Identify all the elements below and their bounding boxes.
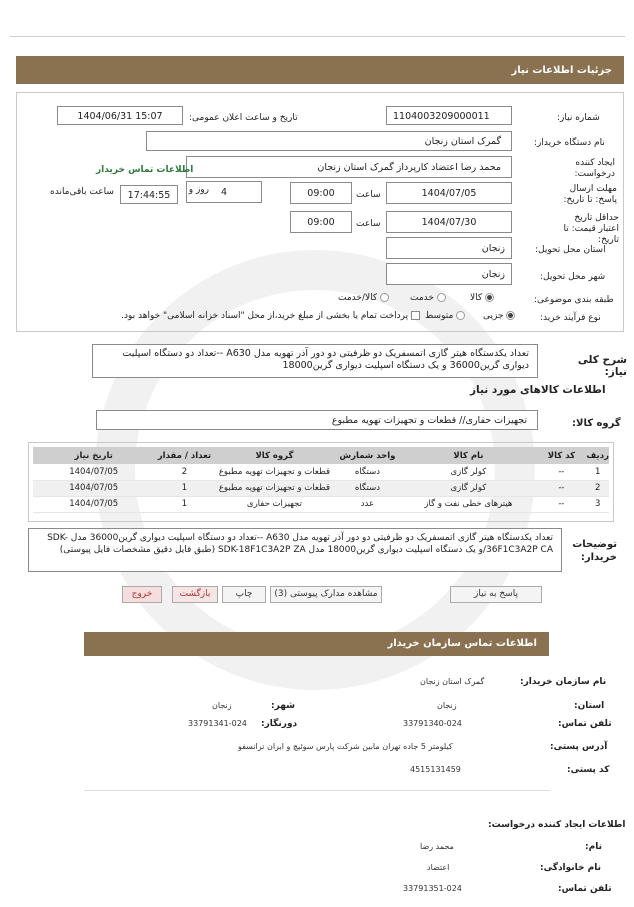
contact-section-header: اطلاعات تماس سازمان خریدار bbox=[84, 632, 549, 656]
city-label-contact: شهر: bbox=[271, 701, 295, 711]
fax-value: 33791341-024 bbox=[188, 719, 247, 728]
process-medium-option[interactable]: متوسط bbox=[425, 311, 465, 321]
category-service-option[interactable]: خدمت bbox=[410, 293, 446, 303]
page-header: جزئیات اطلاعات نیاز bbox=[16, 56, 624, 84]
creator-info-title: اطلاعات ایجاد کننده درخواست: bbox=[488, 820, 626, 830]
org-value: گمرک استان زنجان bbox=[420, 677, 485, 686]
exit-button[interactable]: خروج bbox=[122, 586, 162, 603]
announce-date-field: 1404/06/31 15:07 bbox=[57, 106, 183, 125]
postcode-value: 4515131459 bbox=[410, 765, 461, 774]
radio-icon[interactable] bbox=[380, 293, 389, 302]
deadline-time-label: ساعت bbox=[356, 190, 381, 200]
deadline-date-field: 1404/07/05 bbox=[386, 182, 512, 204]
radio-icon[interactable] bbox=[506, 311, 515, 320]
category-both-option[interactable]: کالا/خدمت bbox=[338, 293, 389, 303]
radio-icon[interactable] bbox=[485, 293, 494, 302]
description-label: شرح کلی نیاز: bbox=[577, 354, 627, 378]
creator-family-value: اعتضاد bbox=[427, 863, 450, 872]
contact-divider bbox=[84, 790, 550, 791]
buyer-notes-label: توضیحات خریدار: bbox=[572, 539, 617, 563]
creator-phone-value: 33791351-024 bbox=[403, 884, 462, 893]
process-label: نوع فرآیند خرید: bbox=[540, 313, 601, 323]
province-label: استان محل تحویل: bbox=[535, 245, 606, 255]
city-value-contact: زنجان bbox=[212, 701, 232, 710]
need-number-field: 1104003209000011 bbox=[386, 106, 512, 125]
col-group: گروه کالا bbox=[214, 447, 334, 464]
col-row: ردیف bbox=[586, 447, 609, 464]
prov-value: زنجان bbox=[437, 701, 457, 710]
process-minor-option[interactable]: جزیی bbox=[483, 311, 515, 321]
creator-name-value: محمد رضا bbox=[420, 842, 454, 851]
fax-label: دورنگار: bbox=[261, 719, 298, 729]
validity-time-label: ساعت bbox=[356, 219, 381, 229]
phone-value: 33791340-024 bbox=[403, 719, 462, 728]
goods-title: اطلاعات کالاهای مورد نیاز bbox=[470, 384, 606, 396]
prov-label: استان: bbox=[574, 701, 605, 711]
col-qty: تعداد / مقدار bbox=[154, 447, 214, 464]
creator-name-label: نام: bbox=[585, 842, 602, 852]
description-field: تعداد یکدستگاه هیتر گازی اتمسفریک دو ظرفیتی دو دور آذر تهویه مدل A630 --تعداد دو دستگاه اسپلیت دیواری گرین36000 و یک دستگاه اسپلیت دیواری گرین18000 bbox=[92, 344, 538, 378]
days-field: 4 bbox=[186, 181, 262, 203]
address-value: کیلومتر 5 جاده تهران مابین شرکت پارس سوئیچ و ایران ترانسفو bbox=[238, 742, 453, 751]
validity-date-field: 1404/07/30 bbox=[386, 211, 512, 233]
col-name: نام کالا bbox=[400, 447, 536, 464]
province-field: زنجان bbox=[386, 237, 512, 259]
col-date: تاریخ نیاز bbox=[33, 447, 154, 464]
table-row: 1 -- کولر گازی دستگاه قطعات و تجهیزات تهویه مطبوع 2 1404/07/05 bbox=[33, 464, 609, 480]
deadline-time-field: 09:00 bbox=[290, 182, 352, 204]
buyer-contact-link[interactable]: اطلاعات تماس خریدار bbox=[96, 165, 194, 175]
validity-label: حداقل تاریخ اعتبار قیمت: تا تاریخ: bbox=[563, 213, 619, 245]
creator-label: ایجاد کننده درخواست: bbox=[574, 158, 615, 179]
phone-label: تلفن تماس: bbox=[558, 719, 612, 729]
table-row: 2 -- کولر گازی دستگاه قطعات و تجهیزات تهویه مطبوع 1 1404/07/05 bbox=[33, 480, 609, 496]
top-divider bbox=[10, 36, 625, 37]
reply-button[interactable]: پاسخ به نیاز bbox=[450, 586, 542, 603]
payment-option[interactable]: پرداخت تمام یا بخشی از مبلغ خرید،از محل "اسناد خزانه اسلامی" خواهد بود. bbox=[50, 311, 420, 321]
goods-group-label: گروه کالا: bbox=[572, 418, 621, 429]
col-unit: واحد شمارش bbox=[334, 447, 400, 464]
city-field: زنجان bbox=[386, 263, 512, 285]
org-label: نام سازمان خریدار: bbox=[520, 677, 607, 687]
category-goods-option[interactable]: کالا bbox=[470, 293, 494, 303]
validity-time-field: 09:00 bbox=[290, 211, 352, 233]
checkbox-icon[interactable] bbox=[411, 311, 420, 320]
city-label: شهر محل تحویل: bbox=[540, 272, 606, 282]
attachments-button[interactable]: مشاهده مدارک پیوستی (3) bbox=[270, 586, 382, 603]
goods-table bbox=[33, 447, 609, 513]
address-label: آدرس پستی: bbox=[550, 742, 608, 752]
print-button[interactable]: چاپ bbox=[222, 586, 266, 603]
goods-table-panel bbox=[28, 442, 614, 522]
announce-date-label: تاریخ و ساعت اعلان عمومی: bbox=[189, 113, 298, 123]
days-label: روز و bbox=[188, 185, 209, 195]
radio-icon[interactable] bbox=[456, 311, 465, 320]
back-button[interactable]: بازگشت bbox=[172, 586, 218, 603]
buyer-label: نام دستگاه خریدار: bbox=[534, 138, 605, 148]
col-code: کد کالا bbox=[536, 447, 586, 464]
creator-field: محمد رضا اعتضاد کارپرداز گمرک استان زنجان bbox=[186, 156, 512, 178]
deadline-label: مهلت ارسال پاسخ: تا تاریخ: bbox=[563, 184, 617, 205]
remaining-label: ساعت باقی‌مانده bbox=[50, 187, 114, 197]
postcode-label: کد پستی: bbox=[567, 765, 610, 775]
category-label: طبقه بندی موضوعی: bbox=[534, 295, 614, 305]
radio-icon[interactable] bbox=[437, 293, 446, 302]
buyer-field: گمرک استان زنجان bbox=[146, 131, 512, 151]
goods-group-field: تجهیزات حفاری// قطعات و تجهیزات تهویه مطبوع bbox=[96, 410, 538, 430]
buyer-notes-field: تعداد یکدستگاه هیتر گازی اتمسفریک دو ظرفیتی دو دور آذر تهویه مدل A630 --تعداد دو دستگاه اسپلیت دیواری گرین36000 مدل SDK-36F1C3A2P CA/و یک دستگاه اسپلیت دیواری گرین18000 مدل SDK-18F1C3A2P ZA (طبق فایل دقیق مشخصات فایل پیوستی) bbox=[28, 528, 562, 572]
remaining-time-field: 17:44:55 bbox=[120, 185, 178, 204]
creator-phone-label: تلفن تماس: bbox=[558, 884, 612, 894]
creator-family-label: نام خانوادگی: bbox=[540, 863, 602, 873]
table-row: 3 -- هیترهای خطی نفت و گاز عدد تجهیزات حفاری 1 1404/07/05 bbox=[33, 496, 609, 512]
need-number-label: شماره نیاز: bbox=[557, 113, 600, 123]
goods-table-header bbox=[33, 447, 609, 464]
